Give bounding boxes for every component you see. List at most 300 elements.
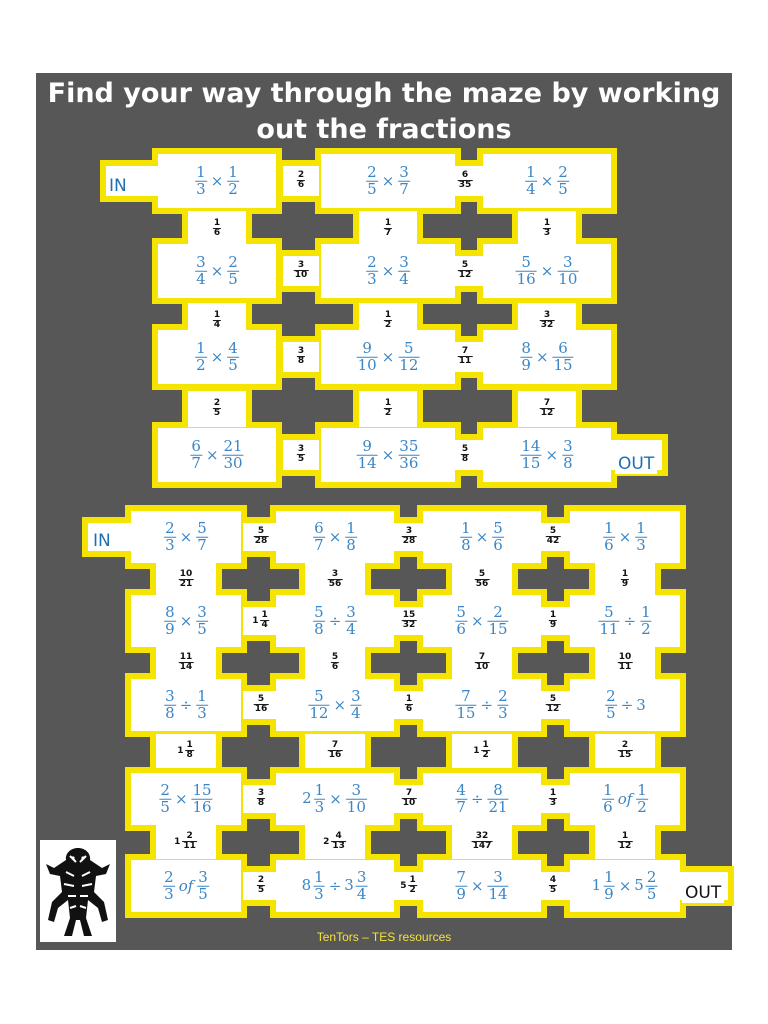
fraction [455, 780, 467, 816]
numerator: 3 [356, 867, 367, 886]
fraction [402, 527, 417, 547]
fraction [546, 527, 561, 547]
denominator: 10 [357, 355, 377, 374]
numerator: 3 [399, 162, 409, 181]
numerator: 2 [367, 252, 377, 271]
denominator: 6 [405, 704, 413, 715]
numerator: 3 [493, 867, 503, 886]
operator: ÷ [623, 612, 637, 630]
fraction [455, 867, 467, 903]
denominator: 5 [257, 885, 265, 896]
numerator: 3 [257, 788, 265, 799]
denominator: 56 [328, 579, 342, 590]
numerator: 2 [646, 867, 657, 886]
maze2-answer-vertical [620, 570, 630, 590]
fraction [227, 252, 239, 288]
maze1-question [189, 436, 244, 472]
denominator: 28 [254, 536, 268, 547]
maze1-question [194, 252, 240, 288]
numerator: 8 [165, 602, 175, 621]
fraction [603, 518, 615, 554]
fraction [297, 347, 305, 367]
operator: × [179, 612, 193, 630]
denominator: 10 [294, 270, 308, 281]
denominator: 4 [356, 884, 367, 903]
numerator: 3 [563, 436, 573, 455]
denominator: 32 [402, 620, 416, 631]
fraction [646, 867, 658, 903]
numerator: 2 [186, 831, 193, 842]
maze2-question [312, 602, 358, 638]
fraction [540, 399, 555, 419]
operator: × [535, 348, 549, 366]
fraction [179, 653, 194, 673]
footer-credit: TenTors – TES resources [316, 930, 452, 944]
operator: ÷ [480, 696, 494, 714]
numerator: 3 [405, 526, 413, 537]
maze1-answer-horizontal [460, 445, 470, 465]
denominator: 6 [213, 228, 221, 239]
numerator: 2 [257, 875, 265, 886]
denominator: 15 [521, 453, 541, 472]
denominator: 16 [192, 797, 212, 816]
numerator: 5 [493, 518, 503, 537]
denominator: 32 [540, 320, 554, 331]
numerator: 5 [549, 526, 557, 537]
whole-number: 1 [591, 876, 602, 894]
operator: × [618, 528, 632, 546]
maze2-question [312, 518, 358, 554]
numerator: 2 [164, 867, 174, 886]
numerator: 2 [558, 162, 568, 181]
denominator: 2 [384, 408, 392, 419]
fraction [488, 867, 509, 903]
maze1-answer-horizontal [296, 445, 306, 465]
denominator: 4 [196, 269, 206, 288]
fraction [472, 832, 493, 852]
numerator: 10 [618, 652, 632, 663]
fraction [261, 611, 269, 631]
denominator: 3 [498, 703, 508, 722]
denominator: 4 [526, 179, 536, 198]
denominator: 3 [165, 535, 175, 554]
numerator: 1 [196, 162, 206, 181]
fraction [254, 527, 269, 547]
fraction [598, 602, 619, 638]
maze2-question [302, 780, 368, 816]
maze1-question [515, 252, 580, 288]
fraction [460, 518, 472, 554]
fraction [297, 445, 305, 465]
maze2-answer-horizontal [548, 611, 558, 631]
denominator: 9 [549, 620, 557, 631]
operator: × [210, 348, 224, 366]
numerator: 8 [493, 780, 503, 799]
denominator: 5 [160, 797, 170, 816]
fraction [328, 741, 343, 761]
operator: ÷ [620, 696, 634, 714]
denominator: 8 [461, 454, 469, 465]
whole-number: 2 [323, 837, 330, 848]
maze1-answer-horizontal [457, 347, 474, 367]
denominator: 4 [213, 320, 221, 331]
denominator: 8 [461, 535, 471, 554]
denominator: 2 [637, 797, 647, 816]
numerator: 5 [604, 602, 614, 621]
maze1-answer-horizontal [293, 261, 310, 281]
operator: of [617, 790, 633, 808]
fraction [384, 399, 392, 419]
maze2-answer-vertical [474, 570, 491, 590]
denominator: 7 [314, 535, 324, 554]
fraction [314, 780, 326, 816]
denominator: 3 [367, 269, 377, 288]
fraction [405, 695, 413, 715]
operator: × [328, 528, 342, 546]
denominator: 6 [493, 535, 503, 554]
maze2-question [602, 518, 648, 554]
operator: ÷ [328, 877, 342, 895]
denominator: 7 [197, 535, 207, 554]
numerator: 3 [563, 252, 573, 271]
maze2-question [163, 518, 209, 554]
denominator: 21 [488, 797, 508, 816]
fraction [520, 436, 541, 472]
operator: × [470, 612, 484, 630]
numerator: 1 [621, 831, 629, 842]
denominator: 14 [179, 662, 193, 673]
fraction [356, 867, 368, 903]
numerator: 2 [297, 170, 305, 181]
maze2-answer-horizontal [548, 789, 558, 809]
operator: ÷ [470, 790, 484, 808]
fraction [192, 780, 213, 816]
numerator: 2 [160, 780, 170, 799]
numerator: 9 [362, 436, 372, 455]
numerator: 3 [346, 602, 356, 621]
numerator: 1 [621, 569, 629, 580]
denominator: 3 [197, 703, 207, 722]
maze2-question [158, 780, 213, 816]
numerator: 1 [641, 602, 651, 621]
fraction [331, 653, 339, 673]
numerator: 5 [197, 518, 207, 537]
fraction [636, 780, 648, 816]
numerator: 3 [297, 260, 305, 271]
fraction [196, 518, 208, 554]
numerator: 7 [461, 686, 471, 705]
numerator: 5 [461, 444, 469, 455]
numerator: 1 [603, 780, 613, 799]
maze1-in-label: IN [106, 176, 130, 196]
fraction [345, 602, 357, 638]
denominator: 10 [558, 269, 578, 288]
denominator: 4 [399, 269, 409, 288]
maze1-answer-vertical [212, 311, 222, 331]
numerator: 2 [213, 398, 221, 409]
fraction [455, 602, 467, 638]
fraction [195, 252, 207, 288]
maze1-question [365, 162, 411, 198]
fraction [257, 876, 265, 896]
numerator: 1 [213, 218, 221, 229]
maze1-answer-vertical [542, 219, 552, 239]
maze2-question [591, 867, 659, 903]
maze1-answer-vertical [212, 219, 222, 239]
numerator: 3 [399, 252, 409, 271]
whole-number: 2 [302, 789, 312, 807]
denominator: 11 [618, 662, 632, 673]
denominator: 12 [540, 408, 554, 419]
numerator: 4 [228, 338, 238, 357]
denominator: 14 [488, 884, 508, 903]
operator: × [381, 172, 395, 190]
fraction [520, 338, 532, 374]
denominator: 10 [346, 797, 366, 816]
maze2-answer-vertical [178, 570, 195, 590]
fraction [553, 338, 574, 374]
numerator: 1 [526, 162, 536, 181]
denominator: 3 [636, 535, 646, 554]
denominator: 15 [488, 619, 508, 638]
maze2-question: $\frac{2}{5}$ ÷ 3 [606, 686, 646, 722]
denominator: 2 [384, 320, 392, 331]
fraction [543, 219, 551, 239]
fraction [557, 162, 569, 198]
operator: × [540, 262, 554, 280]
maze1-question [524, 162, 570, 198]
maze2-answer-vertical [617, 832, 634, 852]
numerator: 1 [549, 788, 557, 799]
numerator: 15 [402, 610, 416, 621]
denominator: 4 [351, 703, 361, 722]
denominator: 2 [482, 750, 489, 761]
denominator: 8 [165, 703, 175, 722]
denominator: 15 [553, 355, 573, 374]
maze2-answer-vertical [174, 832, 198, 852]
numerator: 2 [621, 740, 629, 751]
numerator: 21 [223, 436, 243, 455]
maze2-question [454, 867, 509, 903]
numerator: 1 [213, 310, 221, 321]
fraction [492, 518, 504, 554]
fraction [179, 570, 194, 590]
whole-number: 1 [177, 746, 184, 757]
denominator: 5 [198, 884, 208, 903]
fraction [458, 261, 473, 281]
fraction [254, 695, 269, 715]
numerator: 1 [261, 610, 268, 621]
fraction [398, 162, 410, 198]
denominator: 2 [409, 885, 416, 896]
denominator: 8 [563, 453, 573, 472]
denominator: 28 [402, 536, 416, 547]
maze1-question [194, 338, 240, 374]
numerator: 1 [461, 518, 471, 537]
numerator: 2 [606, 686, 616, 705]
operator: × [329, 790, 342, 808]
fraction [540, 311, 555, 331]
maze2-question [163, 602, 209, 638]
fraction [409, 876, 417, 896]
numerator: 4 [335, 831, 342, 842]
fraction [618, 741, 633, 761]
denominator: 3 [314, 797, 325, 816]
fraction [163, 867, 175, 903]
denominator: 12 [458, 270, 472, 281]
denominator: 9 [521, 355, 531, 374]
fraction [227, 162, 239, 198]
numerator: 1 [384, 218, 392, 229]
fraction [618, 832, 633, 852]
numerator: 4 [456, 780, 466, 799]
numerator: 3 [198, 867, 208, 886]
denominator: 35 [458, 180, 472, 191]
denominator: 3 [314, 884, 324, 903]
fraction [475, 570, 490, 590]
denominator: 3 [164, 884, 174, 903]
maze1-question [194, 162, 240, 198]
fraction [549, 611, 557, 631]
maze2-answer-horizontal [401, 527, 418, 547]
fraction [549, 876, 557, 896]
maze2-answer-horizontal [252, 611, 270, 631]
maze2-answer-horizontal [545, 695, 562, 715]
fraction [366, 162, 378, 198]
denominator: 6 [331, 662, 339, 673]
fraction [159, 780, 171, 816]
denominator: 12 [618, 841, 632, 852]
fraction [455, 686, 476, 722]
numerator: 2 [367, 162, 377, 181]
numerator: 3 [351, 780, 362, 799]
numerator: 1 [228, 162, 238, 181]
denominator: 4 [261, 620, 268, 631]
numerator: 32 [475, 831, 489, 842]
numerator: 1 [384, 310, 392, 321]
fraction [195, 338, 207, 374]
denominator: 3 [196, 179, 206, 198]
numerator: 2 [493, 602, 503, 621]
fraction [350, 686, 362, 722]
maze2-question [301, 867, 369, 903]
numerator: 5 [456, 602, 466, 621]
fraction [603, 867, 615, 903]
fraction [313, 518, 325, 554]
maze2-answer-horizontal [256, 876, 266, 896]
maze2-answer-vertical [473, 741, 491, 761]
maze2-answer-horizontal [256, 789, 266, 809]
numerator: 5 [461, 260, 469, 271]
fraction [562, 436, 574, 472]
fraction [223, 436, 244, 472]
operator: × [179, 528, 193, 546]
maze2-question [454, 686, 509, 722]
operator: × [618, 877, 632, 895]
numerator: 10 [179, 569, 193, 580]
fraction [164, 686, 176, 722]
numerator: 2 [228, 252, 238, 271]
fraction [497, 686, 509, 722]
denominator: 5 [367, 179, 377, 198]
denominator: 5 [558, 179, 568, 198]
denominator: 7 [399, 179, 409, 198]
denominator: 5 [606, 703, 616, 722]
maze2-answer-vertical [617, 653, 634, 673]
maze1-answer-horizontal [457, 261, 474, 281]
fraction [297, 171, 305, 191]
numerator: 5 [314, 686, 324, 705]
denominator: 21 [179, 579, 193, 590]
numerator: 1 [543, 218, 551, 229]
numerator: 1 [637, 780, 647, 799]
maze2-question [459, 518, 505, 554]
maze2-answer-vertical [178, 653, 195, 673]
maze2-answer-horizontal [401, 611, 418, 631]
maze2-answer-vertical [177, 741, 195, 761]
fraction [213, 311, 221, 331]
denominator: 6 [297, 180, 305, 191]
numerator: 1 [636, 518, 646, 537]
numerator: 2 [165, 518, 175, 537]
operator: × [205, 446, 219, 464]
maze2-out-label: OUT [682, 883, 724, 903]
denominator: 5 [228, 269, 238, 288]
numerator: 7 [405, 788, 413, 799]
operator: × [210, 172, 224, 190]
operator: ÷ [328, 612, 342, 630]
maze2-answer-horizontal [400, 876, 418, 896]
maze1-question [519, 436, 574, 472]
numerator: 9 [362, 338, 372, 357]
numerator: 6 [314, 518, 324, 537]
fraction [488, 602, 509, 638]
denominator: 16 [516, 269, 536, 288]
denominator: 5 [549, 885, 557, 896]
fraction [525, 162, 537, 198]
denominator: 13 [332, 841, 345, 852]
maze2-answer-vertical [327, 570, 344, 590]
operator: × [381, 262, 395, 280]
maze1-question [519, 338, 574, 374]
denominator: 5 [197, 619, 207, 638]
maze2-answer-vertical [330, 653, 340, 673]
numerator: 5 [521, 252, 531, 271]
operator: × [210, 262, 224, 280]
numerator: 1 [196, 338, 206, 357]
fraction [605, 686, 617, 722]
denominator: 7 [384, 228, 392, 239]
maze2-answer-horizontal [404, 695, 414, 715]
denominator: 9 [456, 884, 466, 903]
denominator: 10 [475, 662, 489, 673]
fraction [398, 436, 419, 472]
operator: × [545, 446, 559, 464]
tiger-logo [40, 840, 116, 942]
denominator: 6 [603, 797, 613, 816]
whole-number: 8 [301, 876, 312, 894]
denominator: 5 [646, 884, 657, 903]
numerator: 1 [384, 398, 392, 409]
numerator: 5 [478, 569, 486, 580]
denominator: 8 [314, 619, 324, 638]
maze1-answer-horizontal [296, 347, 306, 367]
fraction [357, 436, 378, 472]
operator: × [333, 696, 347, 714]
fraction [257, 789, 265, 809]
numerator: 5 [404, 338, 414, 357]
numerator: 14 [521, 436, 541, 455]
